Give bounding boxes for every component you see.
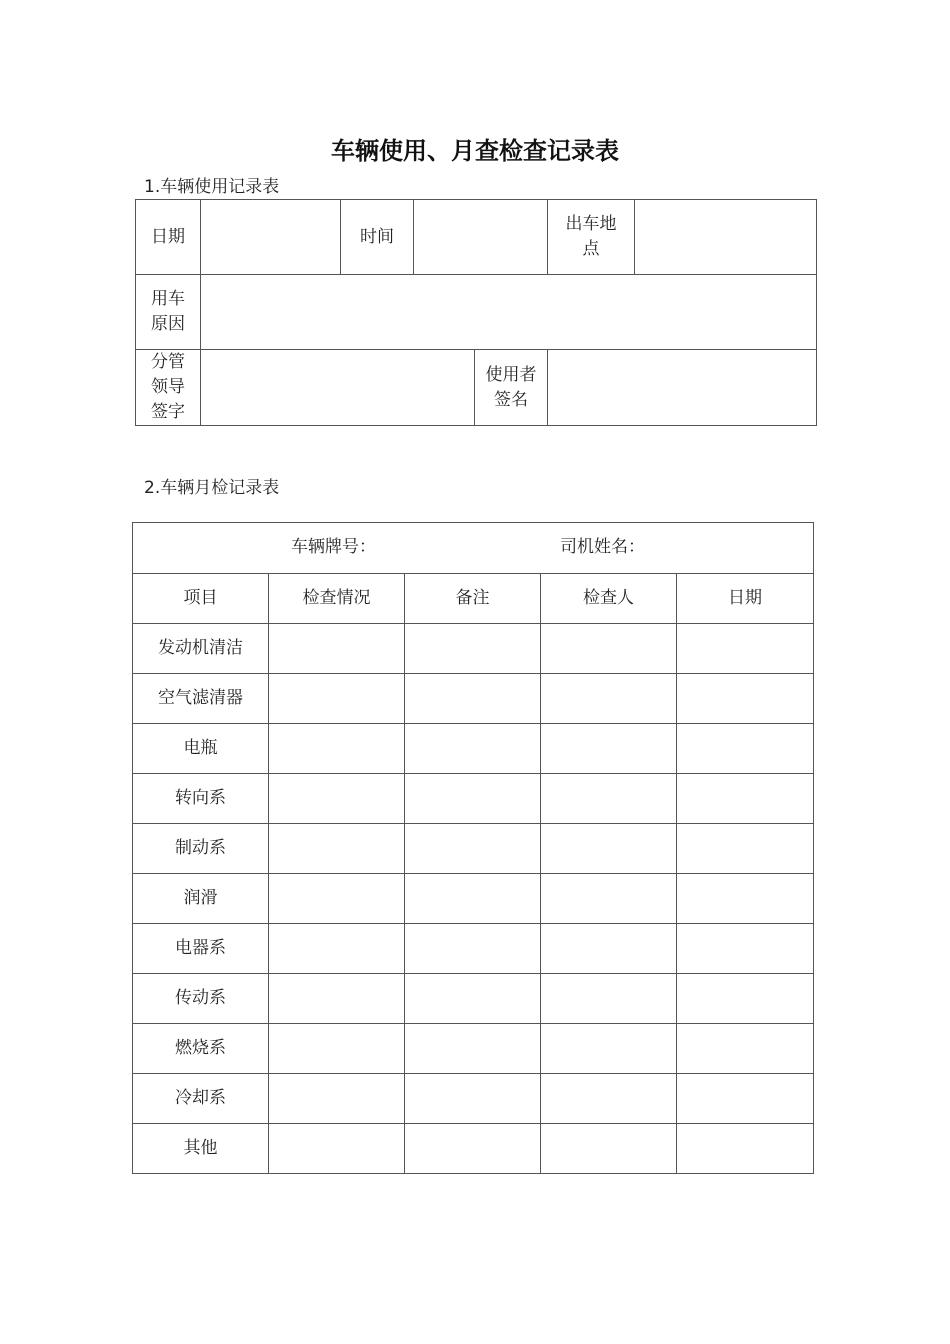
date-label: 日期 (136, 200, 201, 275)
inspection-rows (133, 624, 814, 1174)
header-date: 日期 (677, 574, 814, 624)
inspector-cell[interactable] (541, 874, 677, 924)
inspection-item-label: 燃烧系 (133, 1024, 269, 1074)
remarks-cell[interactable] (405, 874, 541, 924)
table-row (133, 1024, 814, 1074)
inspector-cell[interactable] (541, 674, 677, 724)
inspection-item-label: 电瓶 (133, 724, 269, 774)
inspection-item-label: 发动机清洁 (133, 624, 269, 674)
user-label (475, 350, 548, 426)
table-row (133, 974, 814, 1024)
leader-signature-field[interactable] (201, 350, 475, 426)
remarks-cell[interactable] (405, 1024, 541, 1074)
plate-driver-cell (133, 523, 814, 574)
header-condition: 检查情况 (269, 574, 405, 624)
header-item: 项目 (133, 574, 269, 624)
driver-name-label: 司机姓名： (560, 537, 645, 557)
condition-cell[interactable] (269, 1074, 405, 1124)
inspection-item-label: 冷却系 (133, 1074, 269, 1124)
table-row (133, 1124, 814, 1174)
usage-section-label: 1.车辆使用记录表 (144, 177, 280, 197)
condition-cell[interactable] (269, 874, 405, 924)
place-field[interactable] (635, 200, 817, 275)
inspector-cell[interactable] (541, 1024, 677, 1074)
remarks-cell[interactable] (405, 924, 541, 974)
inspector-cell[interactable] (541, 1074, 677, 1124)
inspector-cell[interactable] (541, 724, 677, 774)
plate-driver-row (133, 523, 814, 574)
usage-row-date (136, 200, 817, 275)
inspection-item-label: 空气滤清器 (133, 674, 269, 724)
remarks-cell[interactable] (405, 774, 541, 824)
inspection-item-label: 制动系 (133, 824, 269, 874)
table-row (133, 824, 814, 874)
date-cell[interactable] (677, 1124, 814, 1174)
header-row (133, 574, 814, 624)
monthly-inspection-table (132, 522, 814, 1174)
table-row (133, 924, 814, 974)
remarks-cell[interactable] (405, 624, 541, 674)
leader-label (136, 350, 201, 426)
condition-cell[interactable] (269, 674, 405, 724)
remarks-cell[interactable] (405, 1074, 541, 1124)
remarks-cell[interactable] (405, 824, 541, 874)
place-label (548, 200, 635, 275)
condition-cell[interactable] (269, 724, 405, 774)
table-row (133, 774, 814, 824)
condition-cell[interactable] (269, 624, 405, 674)
remarks-cell[interactable] (405, 974, 541, 1024)
reason-field[interactable] (201, 275, 817, 350)
inspection-item-label: 转向系 (133, 774, 269, 824)
page-title: 车辆使用、月查检查记录表 (331, 137, 619, 165)
date-cell[interactable] (677, 774, 814, 824)
monthly-section-label: 2.车辆月检记录表 (144, 478, 280, 498)
date-cell[interactable] (677, 974, 814, 1024)
table-row (133, 674, 814, 724)
date-cell[interactable] (677, 624, 814, 674)
inspector-cell[interactable] (541, 624, 677, 674)
user-label-text: 使用者签名 (485, 364, 537, 410)
date-cell[interactable] (677, 924, 814, 974)
reason-label (136, 275, 201, 350)
inspection-item-label: 其他 (133, 1124, 269, 1174)
date-cell[interactable] (677, 1024, 814, 1074)
inspector-cell[interactable] (541, 824, 677, 874)
header-remarks: 备注 (405, 574, 541, 624)
inspection-item-label: 电器系 (133, 924, 269, 974)
date-cell[interactable] (677, 1074, 814, 1124)
header-inspector: 检查人 (541, 574, 677, 624)
inspection-item-label: 润滑 (133, 874, 269, 924)
table-row (133, 624, 814, 674)
inspection-item-label: 传动系 (133, 974, 269, 1024)
condition-cell[interactable] (269, 974, 405, 1024)
leader-label-text: 分管领导签字 (151, 352, 185, 422)
time-field[interactable] (414, 200, 548, 275)
date-cell[interactable] (677, 824, 814, 874)
condition-cell[interactable] (269, 774, 405, 824)
date-cell[interactable] (677, 674, 814, 724)
remarks-cell[interactable] (405, 724, 541, 774)
inspector-cell[interactable] (541, 924, 677, 974)
inspector-cell[interactable] (541, 1124, 677, 1174)
condition-cell[interactable] (269, 824, 405, 874)
condition-cell[interactable] (269, 924, 405, 974)
remarks-cell[interactable] (405, 674, 541, 724)
inspector-cell[interactable] (541, 974, 677, 1024)
plate-number-label: 车辆牌号： (291, 537, 376, 557)
date-cell[interactable] (677, 724, 814, 774)
inspector-cell[interactable] (541, 774, 677, 824)
table-row (133, 1074, 814, 1124)
usage-row-signature (136, 350, 817, 426)
reason-label-text: 用车原因 (151, 289, 185, 334)
vehicle-usage-table (135, 199, 817, 426)
place-label-text: 出车地点 (565, 214, 617, 259)
condition-cell[interactable] (269, 1024, 405, 1074)
table-row (133, 874, 814, 924)
date-cell[interactable] (677, 874, 814, 924)
date-field[interactable] (201, 200, 341, 275)
condition-cell[interactable] (269, 1124, 405, 1174)
usage-row-reason (136, 275, 817, 350)
table-row (133, 724, 814, 774)
user-signature-field[interactable] (548, 350, 817, 426)
time-label: 时间 (341, 200, 414, 275)
remarks-cell[interactable] (405, 1124, 541, 1174)
